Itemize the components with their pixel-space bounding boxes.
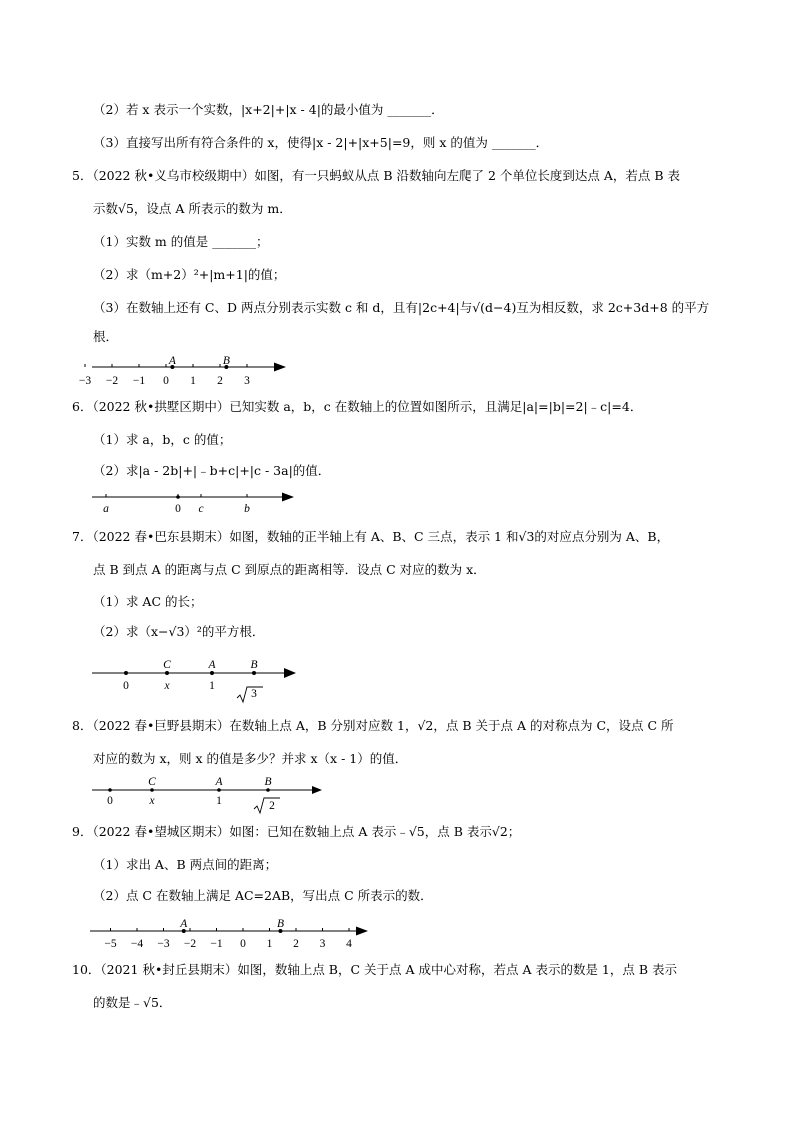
q9-point-label: B [276,918,284,930]
q8-stem-line2: 对应的数为 x，则 x 的值是多少？并求 x（x - 1）的值． [93,751,408,766]
q6-part2-text: （2）求|a - 2b|+|﹣b+c|+|c - 3a|的值． [93,463,331,478]
q6-tick-label: b [244,503,250,515]
q6-tick-label: a [103,503,109,515]
q8-point-dot [150,788,154,792]
q7-stem-line2: 点 B 到点 A 的距离与点 C 到原点的距离相等．设点 C 对应的数为 x． [93,562,486,577]
q9-part2-text: （2）点 C 在数轴上满足 AC=2AB，写出点 C 所表示的数． [93,888,433,903]
q6-tick-label: 0 [175,503,181,515]
q7-point-dot [124,671,128,675]
q8-point-label: A [215,776,223,788]
q8-tick-label: 2 [269,800,275,812]
q8-tick-label: x [149,795,155,807]
q8-tick-label: 1 [216,795,222,807]
q9-tick-label: 1 [266,938,273,950]
q5-point-label: A [168,355,176,367]
q8-point-dot [266,788,270,792]
q9-tick-label: 0 [240,938,246,950]
q5-tick-label: 0 [163,375,169,387]
q9-tick-label: −3 [157,938,170,950]
q9-tick-label: 4 [346,938,352,950]
q5-stem-line2: 示数√5，设点 A 所表示的数为 m． [93,201,292,216]
q6-stem: 6．（2022 秋•拱墅区期中）已知实数 a，b，c 在数轴上的位置如图所示，且满足|a|=|b|=2|﹣c|=4． [72,399,643,414]
q10-stem-line2: 的数是﹣√5． [93,995,172,1010]
q6-part1-text: （1）求 a，b，c 的值； [93,432,232,447]
q8-point-dot [217,788,221,792]
q5-part3-line2: 根． [93,329,119,344]
q7-sqrt-sign [237,687,263,702]
q5-tick-label: 2 [217,375,223,387]
q9-point-label: A [180,918,188,930]
q7-number-line [88,654,303,700]
q9-part1-text: （1）求出 A、B 两点间的距离； [93,857,278,872]
q10-stem-line1: 10．（2021 秋•封丘县期末）如图，数轴上点 B，C 关于点 A 成中心对称，若点 A 表示的数是 1，点 B 表示 [72,962,678,977]
q4-part2-text: （2）若 x 表示一个实数，|x+2|+|x - 4|的最小值为 _______． [93,102,444,117]
q7-point-dot [252,671,256,675]
q7-part1-text: （1）求 AC 的长； [93,594,203,609]
q5-part3-line1: （3）在数轴上还有 C、D 两点分别表示实数 c 和 d，且有|2c+4|与√(d−4)互为相反数，求 2c+3d+8 的平方 [93,300,710,315]
q5-part1-text: （1）实数 m 的值是 _______； [93,234,269,249]
q5-tick-label: 1 [190,375,196,387]
q5-point-label: B [222,355,230,367]
q8-number-line [88,774,328,814]
q7-stem-line1: 7．（2022 春•巴东县期末）如图，数轴的正半轴上有 A、B、C 三点，表示 1 和√3的对应点分别为 A、B， [72,529,670,544]
q8-tick-label: 0 [107,795,113,807]
q5-tick-label: −3 [78,375,92,387]
q8-point-label: B [264,776,272,788]
q7-part2-text: （2）求（x−√3）²的平方根． [93,624,265,639]
q6-number-line [88,488,303,518]
q7-point-dot [210,671,214,675]
q7-point-dot [165,671,169,675]
q4-part3-text: （3）直接写出所有符合条件的 x，使得|x - 2|+|x+5|=9，则 x 的值为 _______． [93,135,549,150]
q9-tick-label: −2 [183,938,197,950]
q9-tick-label: −4 [130,938,144,950]
q7-tick-label: 0 [123,680,129,692]
q7-tick-label: 1 [209,680,215,692]
q8-stem-line1: 8．（2022 春•巨野县期末）在数轴上点 A，B 分别对应数 1，√2，点 B 关于点 A 的对称点为 C，设点 C 所 [72,718,674,733]
q9-number-line [88,912,373,950]
q7-point-label: C [163,659,171,671]
q8-point-label: C [148,776,156,788]
q9-stem: 9．（2022 春•望城区期末）如图：已知在数轴上点 A 表示﹣√5，点 B 表示√2； [72,824,521,839]
q6-origin-dot [176,495,180,499]
q5-tick-label: −2 [105,375,119,387]
q9-tick-label: −1 [210,938,223,950]
q5-part2-text: （2）求（m+2）²+|m+1|的值； [93,267,286,282]
q9-tick-label: −5 [104,938,117,950]
q8-sqrt-sign [254,798,280,813]
q7-point-label: B [250,659,258,671]
q7-tick-label: 3 [251,688,257,700]
q8-point-dot [108,788,112,792]
q9-tick-label: 3 [319,938,326,950]
q5-stem-line1: 5．（2022 秋•义乌市校级期中）如图，有一只蚂蚁从点 B 沿数轴向左爬了 2 个单位长度到达点 A，若点 B 表 [72,168,681,183]
q5-number-line [78,354,298,388]
q5-tick-label: −1 [132,375,146,387]
q7-tick-label: x [164,680,170,692]
q7-point-label: A [208,659,216,671]
q5-tick-label: 3 [244,375,250,387]
q6-tick-label: c [198,503,204,515]
q9-tick-label: 2 [293,938,299,950]
